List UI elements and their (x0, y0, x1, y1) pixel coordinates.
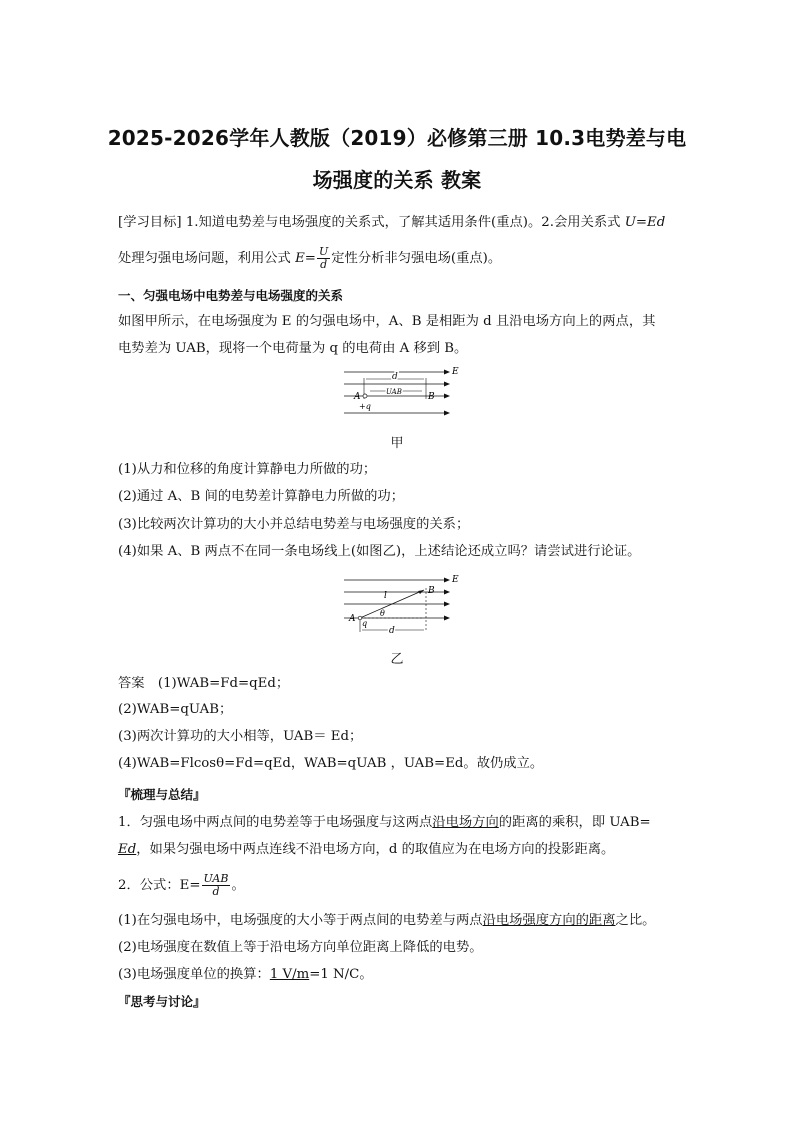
label-uab: UAB (386, 388, 402, 396)
summary-sub-3-text-b: =1 N/C。 (309, 967, 373, 982)
yi-field-arrow-2 (444, 590, 450, 595)
field-arrow-2 (444, 382, 450, 387)
yi-label-a: A (349, 614, 356, 624)
summary-sub-1 (118, 912, 688, 930)
summary-item-2-suffix: 。 (231, 878, 245, 893)
yi-label-d: d (389, 626, 395, 636)
question-1: (1)从力和位移的角度计算静电力所做的功； (118, 462, 377, 477)
yi-label-theta: θ (380, 609, 385, 618)
figure-jia-diagram (340, 367, 460, 419)
summary-item-1-line-2 (118, 841, 688, 859)
summary-item-1-underline-a: 沿电场方向 (432, 815, 499, 830)
label-b: B (428, 392, 435, 402)
label-a: A (354, 392, 361, 402)
summary-item-1-underline-ed: Ed (118, 842, 137, 857)
field-arrow-1 (444, 370, 450, 375)
answer-2: (2)WAB=qUAB； (118, 702, 233, 717)
summary-item-1-text-a: 1．匀强电场中两点间的电势差等于电场强度与这两点 (118, 815, 433, 830)
summary-sub-3 (118, 966, 688, 984)
document-title-line-1: 2025-2026学年人教版（2019）必修第三册 10.3电势差与电 (107, 126, 687, 150)
summary-sub-2: (2)电场强度在数值上等于沿电场方向单位距离上降低的电势。 (118, 940, 483, 955)
formula-e-equals: E= (295, 251, 316, 266)
summary-sub-3-text-a: (3)电场强度单位的换算： (118, 967, 270, 982)
answer-1: 答案 (1)WAB=Fd=qEd； (118, 676, 290, 691)
answer-3: (3)两次计算功的大小相等，UAB＝ Ed； (118, 729, 363, 744)
field-arrow-4 (444, 411, 450, 416)
fraction-denominator: d (320, 258, 328, 271)
figure-yi-diagram (340, 574, 460, 640)
summary-fraction-numerator: UAB (203, 872, 229, 885)
objectives-label: [学习目标] (118, 215, 182, 230)
question-2: (2)通过 A、B 间的电势差计算静电力所做的功； (118, 489, 405, 504)
fraction-u-over-d (317, 246, 330, 271)
section-1-paragraph-line-2: 电势差为 UAB，现将一个电荷量为 q 的电荷由 A 移到 B。 (118, 341, 468, 356)
fraction-numerator: U (318, 245, 329, 258)
summary-sub-1-text-a: (1)在匀强电场中，电场强度的大小等于两点间的电势差与两点 (118, 913, 483, 928)
objectives-text: 1.知道电势差与电场强度的关系式，了解其适用条件(重点)。2.会用关系式 (185, 215, 621, 230)
field-arrow-3 (444, 394, 450, 399)
objectives-line2-prefix: 处理匀强电场问题，利用公式 (118, 251, 291, 266)
objectives-line-2 (118, 246, 688, 271)
answer-4: (4)WAB=Flcosθ=Fd=qEd，WAB=qUAB ，UAB=Ed。故仍成立。 (118, 756, 544, 771)
objectives-line2-suffix: 定性分析非匀强电场(重点)。 (331, 251, 502, 266)
discussion-heading: 『思考与讨论』 (118, 994, 206, 1009)
charge-q-marker (363, 394, 367, 398)
yi-label-q: q (362, 619, 368, 628)
yi-field-arrow-4 (444, 616, 450, 621)
summary-item-2 (118, 873, 688, 898)
summary-item-1-text-b: 的距离的乘积，即 UAB= (498, 815, 651, 830)
label-d: d (392, 372, 398, 382)
summary-heading: 『梳理与总结』 (118, 787, 206, 802)
summary-item-2-prefix: 2．公式：E= (118, 878, 201, 893)
figure-jia-caption: 甲 (390, 436, 404, 451)
summary-sub-3-underline: 1 V/m (269, 967, 310, 982)
question-4: (4)如果 A、B 两点不在同一条电场线上(如图乙)，上述结论还成立吗？请尝试进行论证。 (118, 544, 641, 559)
summary-sub-1-underline: 沿电场强度方向的距离 (482, 913, 616, 928)
label-plus-q: +q (359, 402, 371, 411)
yi-field-arrow-3 (444, 602, 450, 607)
section-1-paragraph-line-1: 如图甲所示，在电场强度为 E 的匀强电场中，A、B 是相距为 d 且沿电场方向上的两点，其 (118, 314, 656, 329)
yi-label-e: E (452, 575, 459, 585)
summary-fraction-denominator: d (212, 885, 220, 898)
summary-sub-1-text-b: 之比。 (615, 913, 656, 928)
section-1-heading: 一、匀强电场中电势差与电场强度的关系 (118, 288, 344, 303)
objectives-formula: U=Ed (624, 215, 666, 230)
objectives-line-1 (118, 214, 688, 232)
summary-fraction (202, 873, 231, 898)
document-title-line-2: 场强度的关系 教案 (312, 168, 482, 192)
yi-field-arrow-1 (444, 578, 450, 583)
yi-label-b: B (428, 586, 435, 596)
summary-item-1-line-1 (118, 814, 688, 832)
question-3: (3)比较两次计算功的大小并总结电势差与电场强度的关系； (118, 517, 470, 532)
label-e: E (452, 367, 459, 377)
summary-item-1-text-c: ，如果匀强电场中两点连线不沿电场方向，d 的取值应为在电场方向的投影距离。 (136, 842, 615, 857)
yi-label-l: l (384, 591, 387, 601)
figure-yi-caption: 乙 (390, 652, 404, 667)
